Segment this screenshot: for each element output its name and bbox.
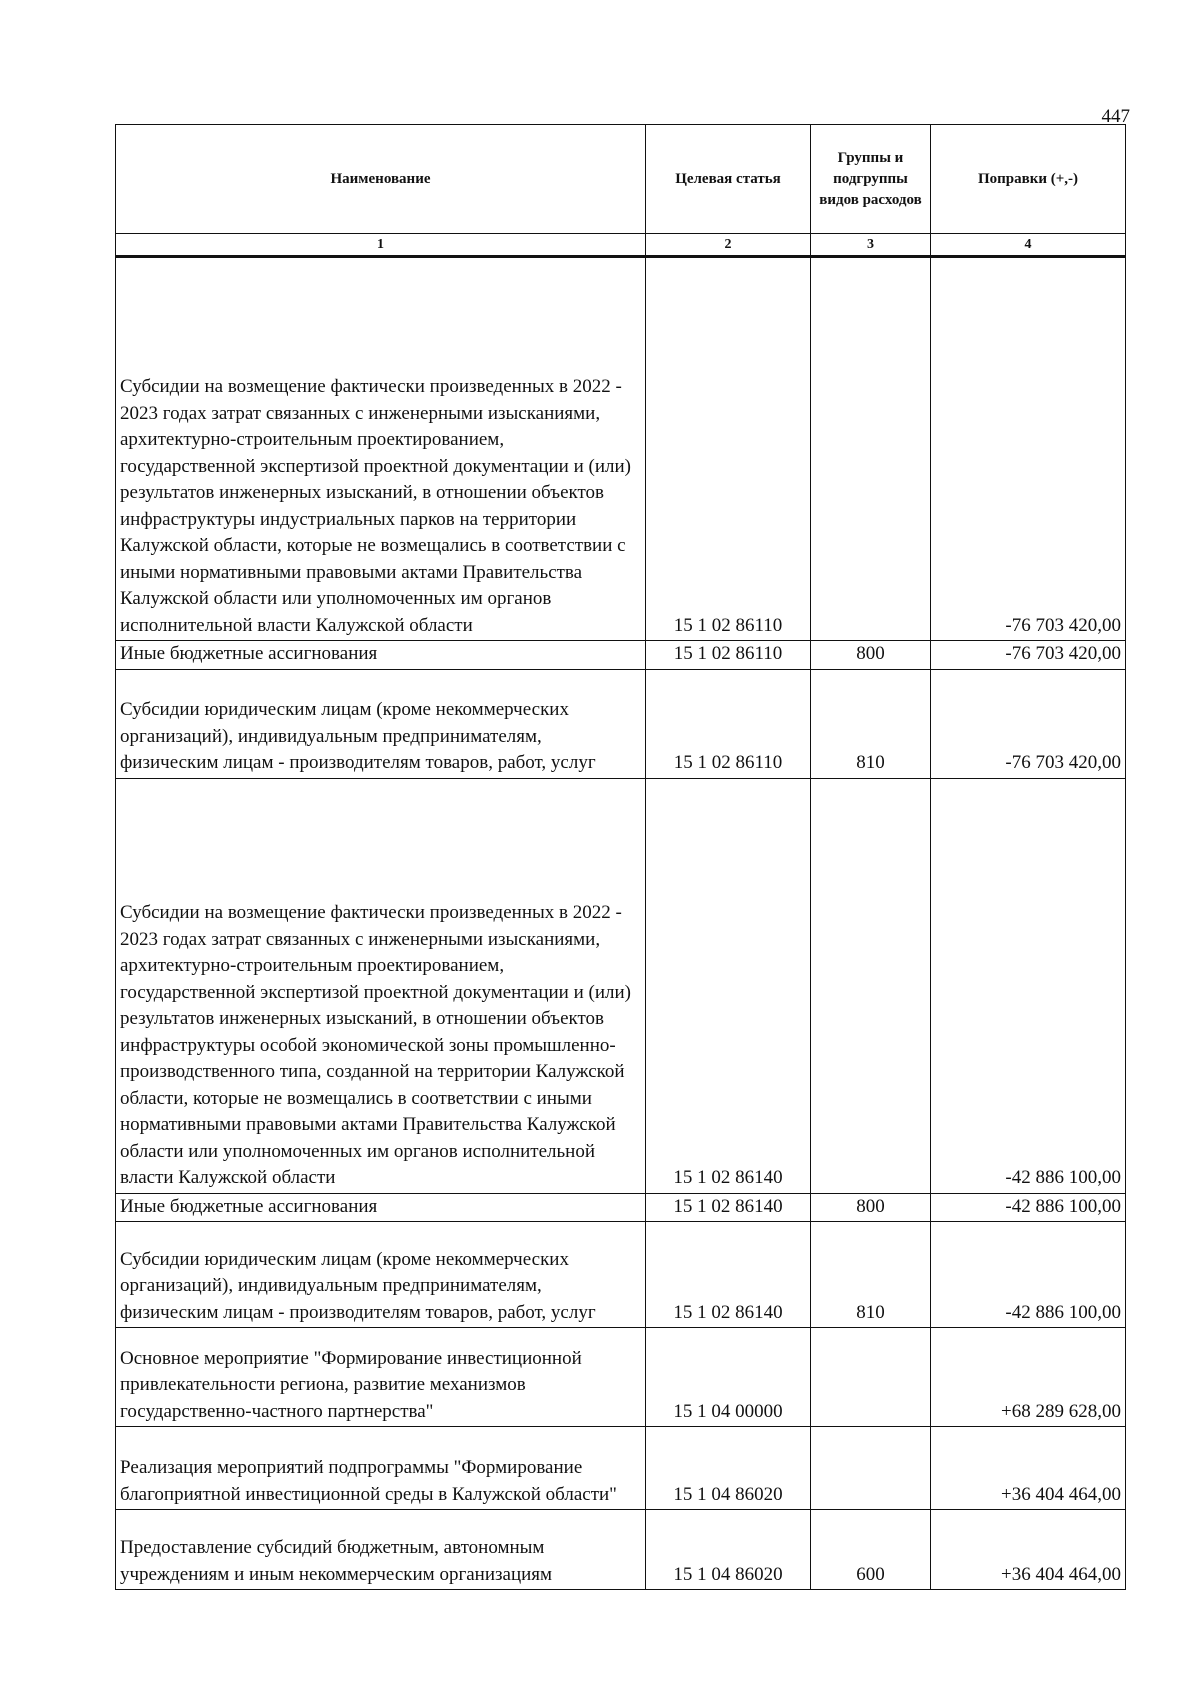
- row-amount: +68 289 628,00: [931, 1328, 1126, 1427]
- row-expense-group: 810: [811, 669, 931, 778]
- row-expense-group: [811, 257, 931, 641]
- header-target-article: Целевая статья: [646, 125, 811, 234]
- row-amount: -42 886 100,00: [931, 1222, 1126, 1328]
- row-target-article: 15 1 04 86020: [646, 1427, 811, 1510]
- row-expense-group: 800: [811, 641, 931, 670]
- row-target-article: 15 1 02 86140: [646, 778, 811, 1193]
- row-target-article: 15 1 04 00000: [646, 1328, 811, 1427]
- row-target-article: 15 1 02 86110: [646, 257, 811, 641]
- table-row: [116, 1328, 1126, 1427]
- row-target-article: 15 1 02 86110: [646, 669, 811, 778]
- row-name: Субсидии на возмещение фактически произведенных в 2022 - 2023 годах затрат связанных с инженерными изысканиями, архитектурно-строительным проектированием, государственной экспертизой проектной документации и (или) результатов инженерных изысканий, в отношении объектов инфраструктуры индустриальных парков на территории Калужской области, которые не возмещались в соответствии с иными нормативными правовыми актами Правительства Калужской области или уполномоченных им органов исполнительной власти Калужской области: [116, 257, 646, 641]
- header-expense-groups: Группы и подгруппы видов расходов: [811, 125, 931, 234]
- row-name: Субсидии юридическим лицам (кроме некоммерческих организаций), индивидуальным предпринимателям, физическим лицам - производителям товаров, работ, услуг: [116, 669, 646, 778]
- column-number: 3: [811, 234, 931, 257]
- row-amount: +36 404 464,00: [931, 1510, 1126, 1590]
- column-number: 1: [116, 234, 646, 257]
- column-number-row: [116, 234, 1126, 257]
- table-row: [116, 1222, 1126, 1328]
- column-number: 4: [931, 234, 1126, 257]
- row-amount: -42 886 100,00: [931, 778, 1126, 1193]
- row-expense-group: 800: [811, 1193, 931, 1222]
- row-name: Иные бюджетные ассигнования: [116, 1193, 646, 1222]
- table-row: [116, 257, 1126, 641]
- table-row: [116, 1427, 1126, 1510]
- row-amount: -76 703 420,00: [931, 257, 1126, 641]
- header-amendments: Поправки (+,-): [931, 125, 1126, 234]
- table-row: [116, 1510, 1126, 1590]
- row-name: Субсидии на возмещение фактически произведенных в 2022 - 2023 годах затрат связанных с инженерными изысканиями, архитектурно-строительным проектированием, государственной экспертизой проектной документации и (или) результатов инженерных изысканий, в отношении объектов инфраструктуры особой экономической зоны промышленно-производственного типа, созданной на территории Калужской области, которые не возмещались в соответствии с иными нормативными правовыми актами Правительства Калужской области или уполномоченных им органов исполнительной власти Калужской области: [116, 778, 646, 1193]
- row-target-article: 15 1 02 86140: [646, 1222, 811, 1328]
- row-amount: +36 404 464,00: [931, 1427, 1126, 1510]
- table-row: [116, 669, 1126, 778]
- row-name: Основное мероприятие "Формирование инвестиционной привлекательности региона, развитие механизмов государственно-частного партнерства": [116, 1328, 646, 1427]
- table-row: [116, 1193, 1126, 1222]
- row-target-article: 15 1 02 86140: [646, 1193, 811, 1222]
- row-target-article: 15 1 04 86020: [646, 1510, 811, 1590]
- row-expense-group: [811, 1427, 931, 1510]
- column-number: 2: [646, 234, 811, 257]
- row-expense-group: [811, 778, 931, 1193]
- row-expense-group: [811, 1328, 931, 1427]
- page-number: 447: [1101, 106, 1130, 127]
- header-name: Наименование: [116, 125, 646, 234]
- row-amount: -76 703 420,00: [931, 641, 1126, 670]
- row-target-article: 15 1 02 86110: [646, 641, 811, 670]
- budget-table: [115, 124, 1126, 1590]
- row-name: Предоставление субсидий бюджетным, автономным учреждениям и иным некоммерческим организациям: [116, 1510, 646, 1590]
- row-name: Субсидии юридическим лицам (кроме некоммерческих организаций), индивидуальным предпринимателям, физическим лицам - производителям товаров, работ, услуг: [116, 1222, 646, 1328]
- row-amount: -76 703 420,00: [931, 669, 1126, 778]
- row-amount: -42 886 100,00: [931, 1193, 1126, 1222]
- row-expense-group: 600: [811, 1510, 931, 1590]
- header-row: [116, 125, 1126, 234]
- row-expense-group: 810: [811, 1222, 931, 1328]
- row-name: Реализация мероприятий подпрограммы "Формирование благоприятной инвестиционной среды в Калужской области": [116, 1427, 646, 1510]
- table-row: [116, 641, 1126, 670]
- table-row: [116, 778, 1126, 1193]
- row-name: Иные бюджетные ассигнования: [116, 641, 646, 670]
